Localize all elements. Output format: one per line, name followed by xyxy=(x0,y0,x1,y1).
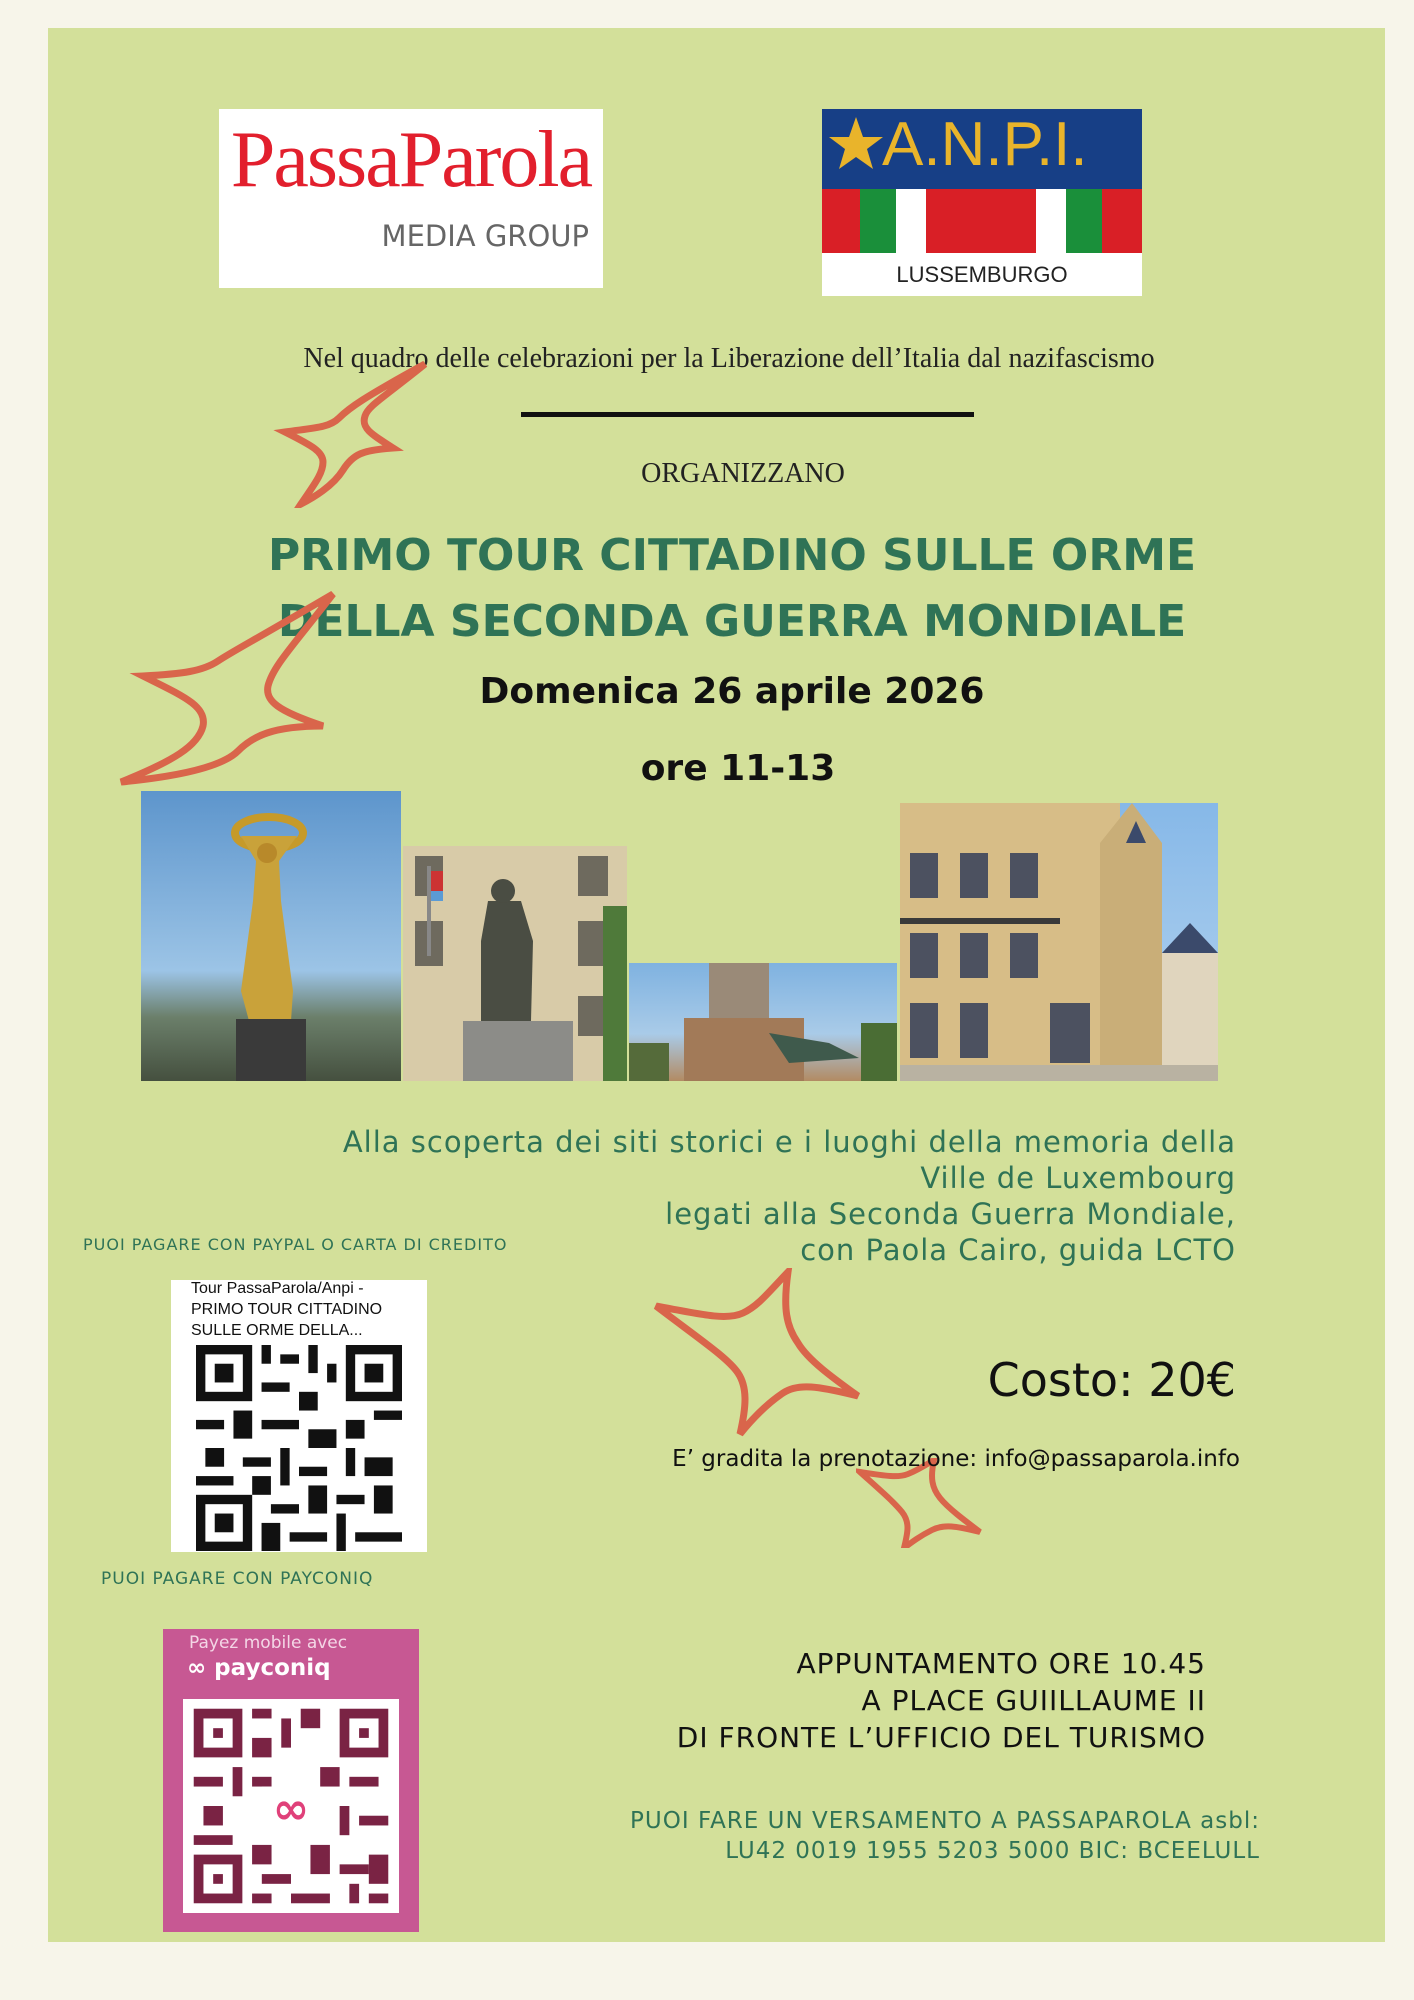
photo-war-memorial xyxy=(629,963,897,1081)
meeting-point-line: A PLACE GUIILLAUME II xyxy=(861,1684,1206,1717)
paypal-qr-code[interactable] xyxy=(171,1280,427,1552)
anpi-logo-banner xyxy=(822,109,1142,181)
payconiq-tagline: Payez mobile avec xyxy=(189,1633,348,1653)
photo-grand-ducal-palace xyxy=(900,803,1218,1081)
passaparola-logo xyxy=(219,109,603,288)
payconiq-qr-card[interactable] xyxy=(163,1629,419,1932)
payconiq-brand xyxy=(187,1655,331,1681)
anpi-logo-flag xyxy=(822,189,1142,253)
qr-caption-line: PRIMO TOUR CITTADINO xyxy=(191,1301,383,1318)
event-time: ore 11-13 xyxy=(640,748,836,789)
tour-description-line: Alla scoperta dei siti storici e i luoghi della memoria della xyxy=(342,1125,1236,1159)
four-point-star-icon xyxy=(648,1268,878,1438)
svg-text:∞: ∞ xyxy=(272,1783,310,1835)
tour-description-line: legati alla Seconda Guerra Mondiale, xyxy=(665,1197,1236,1231)
star-icon xyxy=(828,113,884,173)
bank-transfer-line: LU42 0019 1955 5203 5000 BIC: BCEELULL xyxy=(725,1838,1260,1864)
event-title-line: DELLA SECONDA GUERRA MONDIALE xyxy=(277,596,1187,647)
intro-text: Nel quadro delle celebrazioni per la Liberazione dell’Italia dal nazifascismo xyxy=(303,343,1155,374)
cost: Costo: 20€ xyxy=(987,1353,1236,1407)
qr-code-icon xyxy=(189,1345,409,1551)
passaparola-logo-title: PassaParola xyxy=(230,116,592,204)
photo-golden-lady-monument xyxy=(141,791,401,1081)
photo-grand-duchess-statue xyxy=(403,846,627,1081)
anpi-logo xyxy=(822,109,1142,296)
passaparola-logo-subtitle: MEDIA GROUP xyxy=(381,219,589,253)
tour-description-line: Ville de Luxembourg xyxy=(920,1161,1236,1195)
anpi-logo-stripe xyxy=(822,181,1142,189)
payconiq-infinity-icon: ∞ xyxy=(187,1655,215,1681)
event-date: Domenica 26 aprile 2026 xyxy=(479,671,985,712)
organizers-label: ORGANIZZANO xyxy=(641,458,845,489)
tour-description-line: con Paola Cairo, guida LCTO xyxy=(800,1233,1236,1267)
qr-caption-line: Tour PassaParola/Anpi - xyxy=(191,1280,364,1297)
event-title-line: PRIMO TOUR CITTADINO SULLE ORME xyxy=(267,530,1197,581)
booking-info: E’ gradita la prenotazione: info@passaparola.info xyxy=(672,1446,1240,1472)
divider xyxy=(521,412,974,417)
four-point-star-icon xyxy=(273,358,433,508)
bank-transfer-info xyxy=(568,1806,1260,1866)
payconiq-label: PUOI PAGARE CON PAYCONIQ xyxy=(101,1569,374,1589)
anpi-logo-subtitle: LUSSEMBURGO xyxy=(896,262,1068,287)
bank-transfer-line: PUOI FARE UN VERSAMENTO A PASSAPAROLA asbl: xyxy=(630,1808,1260,1834)
payconiq-brand-text: payconiq xyxy=(214,1655,331,1681)
anpi-logo-title: A.N.P.I. xyxy=(882,110,1088,179)
four-point-star-icon xyxy=(103,586,343,786)
meeting-point xyxy=(608,1645,1206,1756)
poster xyxy=(48,28,1385,1942)
meeting-point-line: APPUNTAMENTO ORE 10.45 xyxy=(796,1647,1206,1680)
payconiq-qr-code xyxy=(183,1699,399,1913)
paypal-label: PUOI PAGARE CON PAYPAL O CARTA DI CREDITO xyxy=(83,1235,508,1254)
qr-code-icon xyxy=(183,1699,399,1913)
meeting-point-line: DI FRONTE L’UFFICIO DEL TURISMO xyxy=(676,1721,1206,1754)
qr-caption-line: SULLE ORME DELLA... xyxy=(191,1322,363,1339)
qr-caption xyxy=(191,1278,421,1341)
